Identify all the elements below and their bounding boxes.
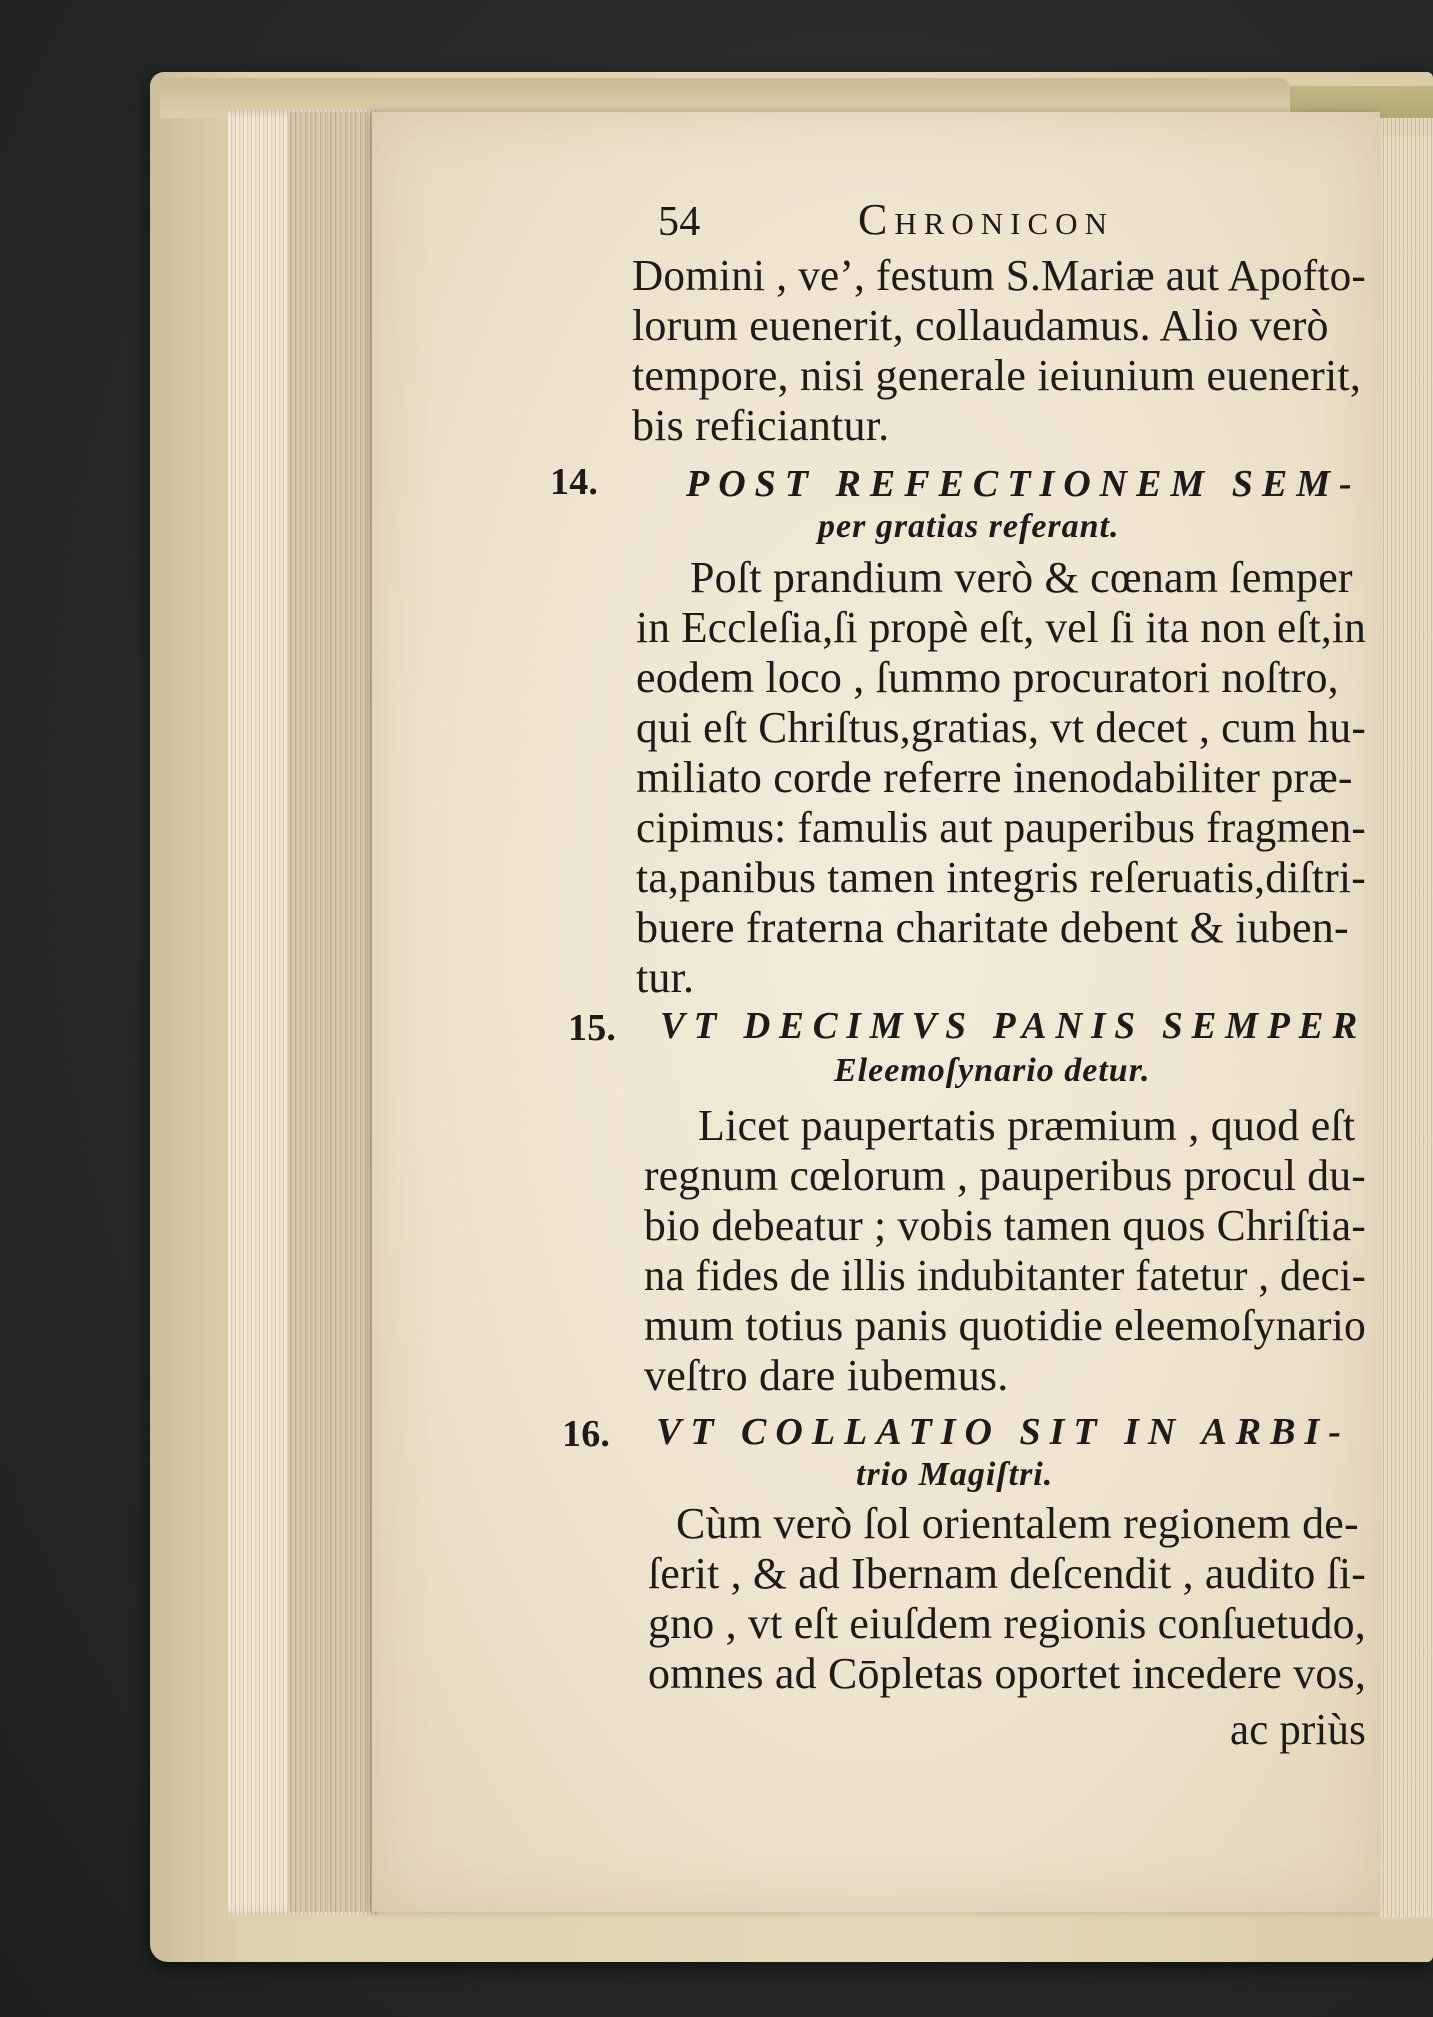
- body-line: in Eccleſia,ſi propè eſt, vel ſi ita non eſt,in: [636, 603, 1367, 652]
- body-line: cipimus: famulis aut pauperibus fragmen-: [636, 803, 1366, 852]
- body-line: bio debeatur ; vobis tamen quos Chriſtia-: [644, 1201, 1366, 1250]
- right-page-stack: [1380, 118, 1433, 1918]
- section-subheading: per gratias referant.: [818, 508, 1120, 545]
- section-number: 14.: [550, 461, 599, 503]
- body-line: na fides de illis indubitanter fatetur , deci-: [644, 1251, 1366, 1300]
- body-line: Cùm verò ſol orientalem regionem de-: [676, 1499, 1359, 1548]
- body-line: tur.: [636, 953, 695, 1002]
- body-line: omnes ad Cōpletas oportet incedere vos,: [648, 1649, 1367, 1698]
- opening-line: lorum euenerit, collaudamus. Alio verò: [632, 301, 1329, 350]
- body-line: Licet paupertatis præmium , quod eſt: [698, 1101, 1356, 1150]
- running-title: Chronicon: [858, 195, 1114, 244]
- section-heading: POST REFECTIONEM SEM-: [686, 463, 1361, 505]
- section-subheading: trio Magiſtri.: [856, 1456, 1054, 1493]
- body-line: miliato corde referre inenodabiliter præ-: [636, 753, 1353, 802]
- body-line: gno , vt eſt eiuſdem regionis conſuetudo,: [648, 1599, 1366, 1648]
- section-subheading: Eleemoſynario detur.: [834, 1052, 1151, 1089]
- body-line: buere fraterna charitate debent & iuben-: [636, 903, 1349, 952]
- body-line: eodem loco , ſummo procuratori noſtro,: [636, 653, 1339, 702]
- page-number: 54: [658, 199, 701, 245]
- body-line: veſtro dare iubemus.: [644, 1351, 1009, 1400]
- body-line: qui eſt Chriſtus,gratias, vt decet , cum hu-: [636, 703, 1366, 752]
- opening-line: bis reficiantur.: [632, 401, 890, 450]
- catchword: ac priùs: [1230, 1705, 1366, 1754]
- body-line: regnum cœlorum , pauperibus procul du-: [644, 1151, 1366, 1200]
- body-line: ta,panibus tamen integris reſeruatis,diſtri-: [636, 853, 1366, 902]
- section-heading: VT DECIMVS PANIS SEMPER: [660, 1005, 1366, 1047]
- body-line: Poſt prandium verò & cœnam ſemper: [690, 553, 1353, 602]
- body-line: ſerit , & ad Ibernam deſcendit , audito ſi-: [648, 1549, 1367, 1598]
- opening-line: tempore, nisi generale ieiunium euenerit,: [632, 351, 1362, 400]
- body-line: mum totius panis quotidie eleemoſynario: [644, 1301, 1367, 1350]
- opening-line: Domini , veʼ, festum S.Mariæ aut Apofto-: [632, 251, 1366, 300]
- section-heading: VT COLLATIO SIT IN ARBI-: [656, 1411, 1350, 1453]
- section-number: 16.: [562, 1413, 611, 1455]
- section-number: 15.: [568, 1007, 617, 1049]
- left-page-stack-inner: [288, 112, 378, 1912]
